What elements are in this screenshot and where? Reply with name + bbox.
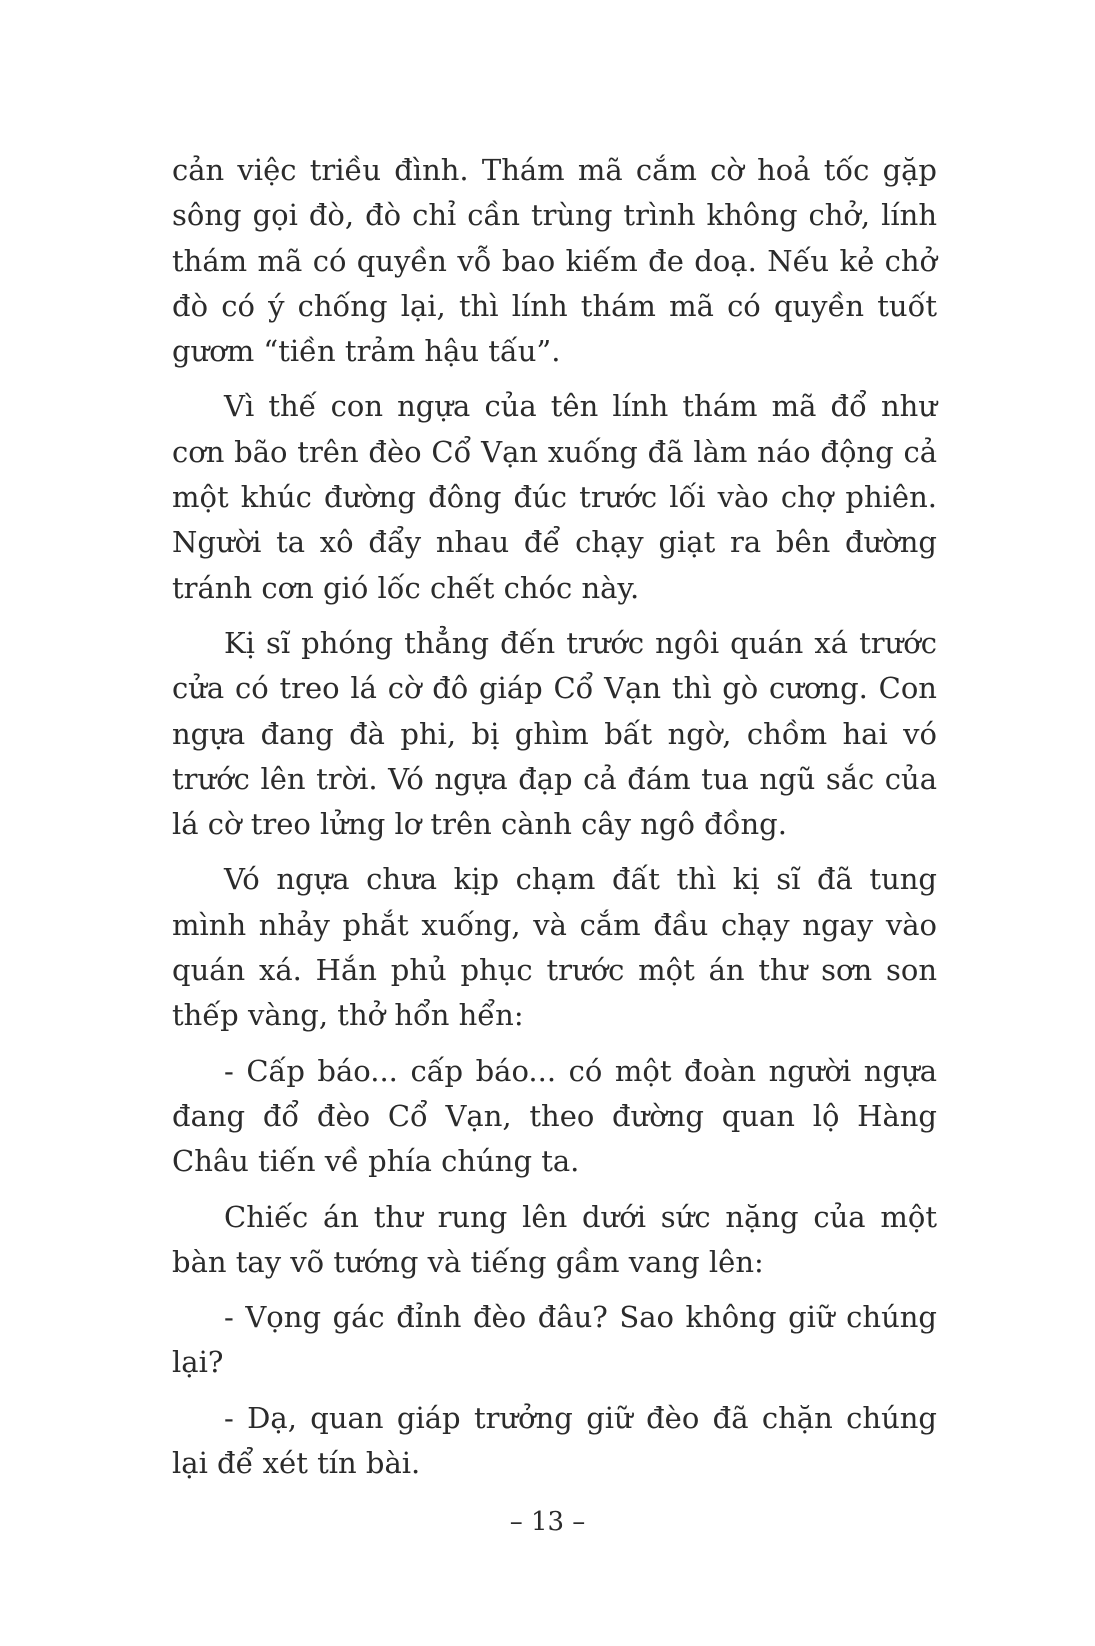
paragraph-3: Kị sĩ phóng thẳng đến trước ngôi quán xá trước cửa có treo lá cờ đô giáp Cổ Vạn thì gò cương. Con ngựa đang đà phi, bị ghìm bất ngờ, chồm hai vó trước lên trời. Vó ngựa đạp cả đám tua ngũ sắc của lá cờ treo lửng lơ trên cành cây ngô đồng.: [172, 625, 937, 842]
dialogue-3: - Dạ, quan giáp trưởng giữ đèo đã chặn chúng lại để xét tín bài.: [172, 1400, 937, 1481]
page-number: – 13 –: [509, 1507, 586, 1537]
dialogue-2: - Vọng gác đỉnh đèo đâu? Sao không giữ chúng lại?: [172, 1300, 937, 1380]
paragraph-2: Vì thế con ngựa của tên lính thám mã đổ như cơn bão trên đèo Cổ Vạn xuống đã làm náo động cả một khúc đường đông đúc trước lối vào chợ phiên. Người ta xô đẩy nhau để chạy giạt ra bên đường tránh cơn gió lốc chết chóc này.: [172, 389, 937, 605]
body-text: [172, 148, 937, 1496]
paragraph-5: Chiếc án thư rung lên dưới sức nặng của một bàn tay võ tướng và tiếng gầm vang lên:: [172, 1199, 937, 1279]
paragraph-4: Vó ngựa chưa kịp chạm đất thì kị sĩ đã tung mình nhảy phắt xuống, và cắm đầu chạy ngay vào quán xá. Hắn phủ phục trước một án thư sơn son thếp vàng, thở hổn hển:: [172, 862, 937, 1033]
dialogue-1: - Cấp báo... cấp báo... có một đoàn người ngựa đang đổ đèo Cổ Vạn, theo đường quan lộ Hàng Châu tiến về phía chúng ta.: [172, 1053, 937, 1179]
paragraph-1: cản việc triều đình. Thám mã cắm cờ hoả tốc gặp sông gọi đò, đò chỉ cần trùng trình không chở, lính thám mã có quyền vỗ bao kiếm đe doạ. Nếu kẻ chở đò có ý chống lại, thì lính thám mã có quyền tuốt gươm “tiền trảm hậu tấu”.: [172, 153, 937, 369]
